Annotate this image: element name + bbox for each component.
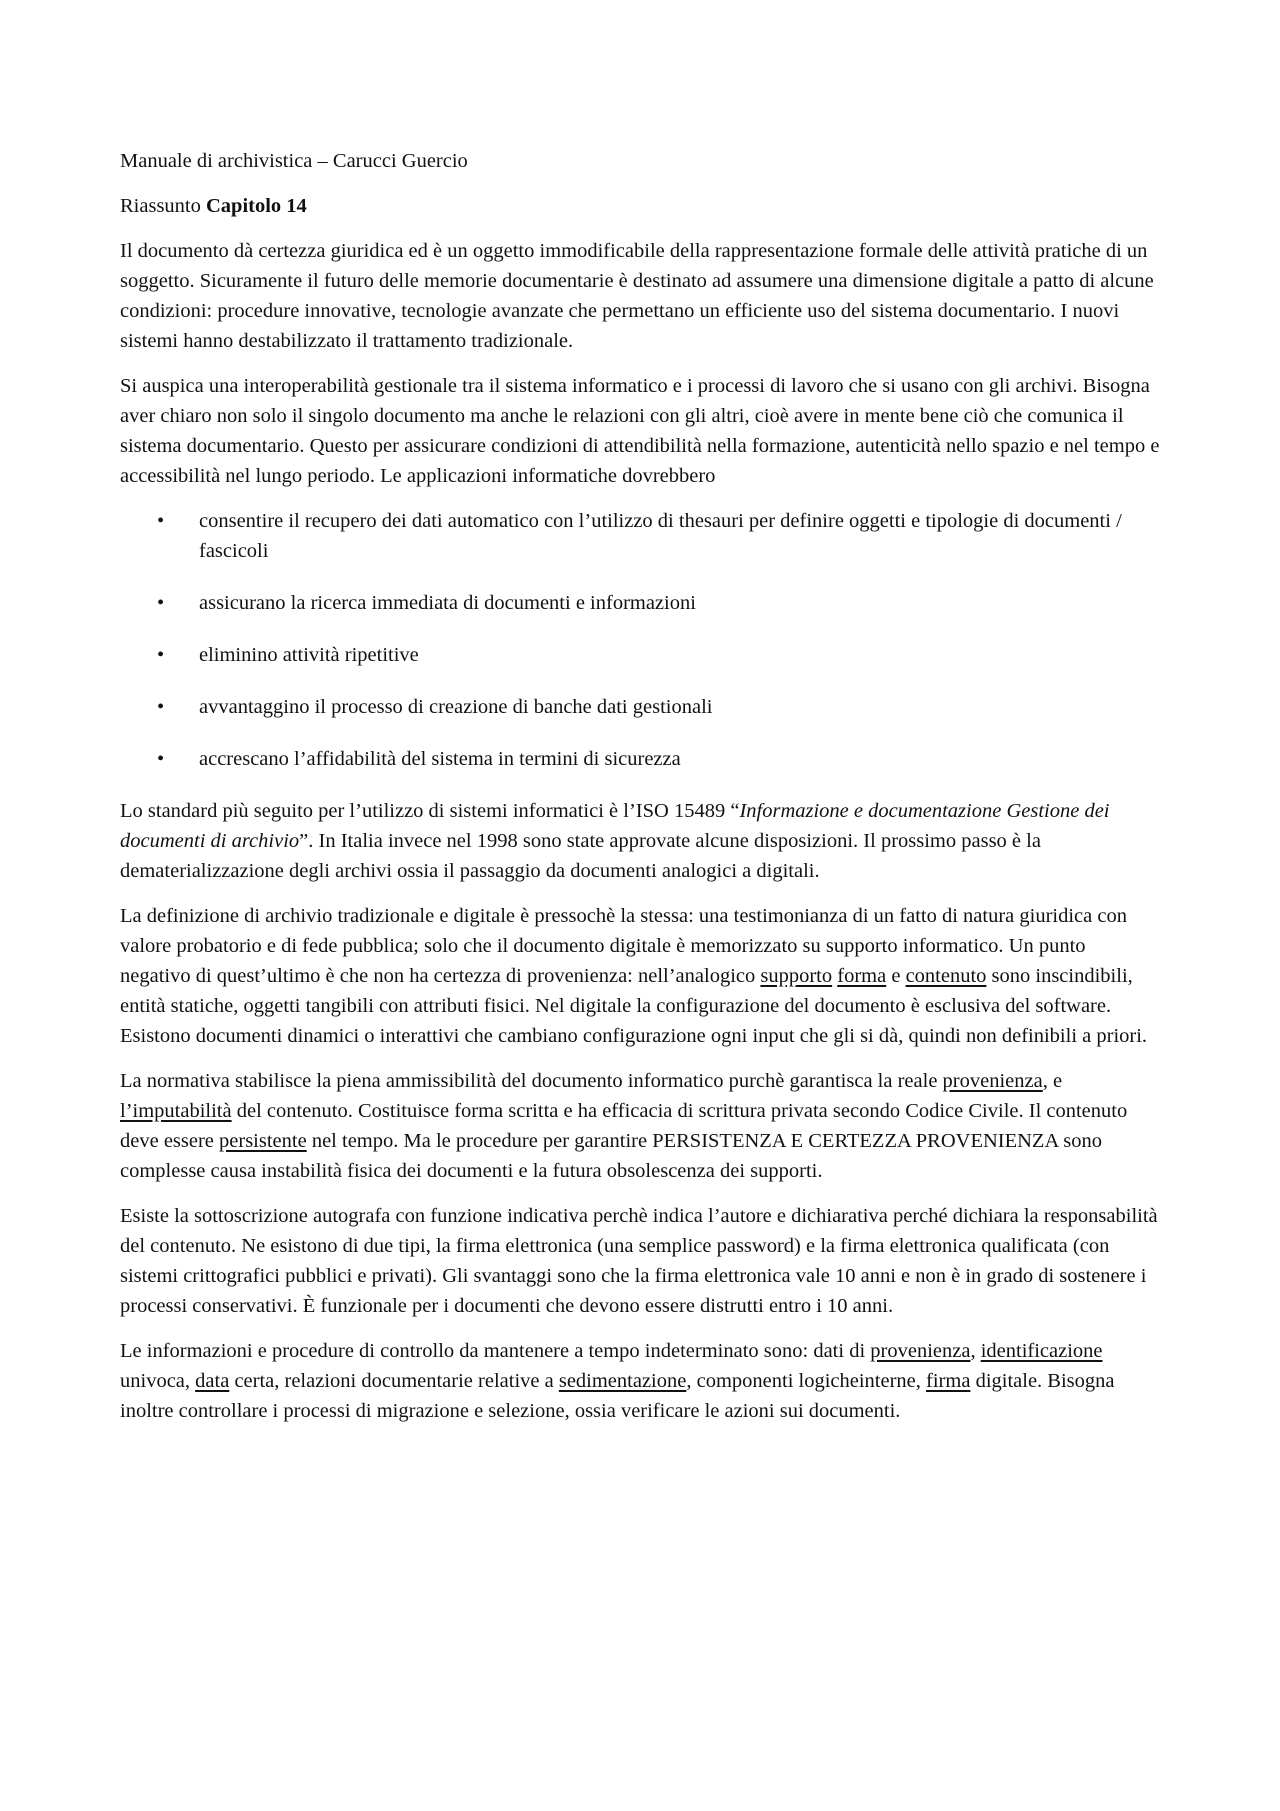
paragraph-4 xyxy=(120,901,1160,1051)
list-item-text: consentire il recupero dei dati automatico con l’utilizzo di thesauri per definire oggetti e tipologie di documenti / fascicoli xyxy=(199,510,1122,562)
bullet-icon: • xyxy=(157,510,165,532)
paragraph-1: Il documento dà certezza giuridica ed è un oggetto immodificabile della rappresentazione formale delle attività pratiche di un soggetto. Sicuramente il futuro delle memorie documentarie è destinato ad assumere una dimensione digitale a patto di alcune condizioni: procedure innovative, tecnologie avanzate che permettano un efficiente uso del sistema documentario. I nuovi sistemi hanno destabilizzato il trattamento tradizionale. xyxy=(120,240,1154,352)
bullet-icon: • xyxy=(157,696,165,718)
chapter-heading xyxy=(120,191,1160,221)
separator: univoca, xyxy=(120,1370,196,1392)
paragraph-3 xyxy=(120,796,1160,886)
list-item-text: accrescano l’affidabilità del sistema in termini di sicurezza xyxy=(199,748,681,770)
paragraph-4-text-a: La definizione di archivio tradizionale e digitale è pressochè la stessa: una testimonianza di un fatto di natura giuridica con valore probatorio e di fede pubblica; solo che il documento digitale è memorizzato su supporto informatico. Un punto negativo di quest’ultimo è che non ha certezza di provenienza: nell’analogico xyxy=(120,905,1127,987)
underlined-term-data: data xyxy=(195,1370,230,1392)
underlined-term-imputabilita: l’imputabilità xyxy=(120,1100,232,1122)
list-item-text: eliminino attività ripetitive xyxy=(199,644,419,666)
separator: , componenti logicheinterne, xyxy=(686,1370,927,1392)
underlined-term-forma: forma xyxy=(837,965,887,987)
list-item-text: avvantaggino il processo di creazione di banche dati gestionali xyxy=(199,696,713,718)
paragraph-5-text-a: La normativa stabilisce la piena ammissibilità del documento informatico purchè garantisca la reale xyxy=(120,1070,943,1092)
document-title: Manuale di archivistica – Carucci Guercio xyxy=(120,150,468,172)
paragraph-2: Si auspica una interoperabilità gestionale tra il sistema informatico e i processi di lavoro che si usano con gli archivi. Bisogna aver chiaro non solo il singolo documento ma anche le relazioni con gli altri, cioè avere in mente bene ciò che comunica il sistema documentario. Questo per assicurare condizioni di attendibilità nella formazione, autenticità nello spazio e nel tempo e accessibilità nel lungo periodo. Le applicazioni informatiche dovrebbero xyxy=(120,375,1160,487)
paragraph-5-text-c: nel tempo. Ma le procedure per garantire PERSISTENZA E CERTEZZA PROVENIENZA sono complesse causa instabilità fisica dei documenti e la futura obsolescenza dei supporti. xyxy=(120,1130,1102,1182)
iso-standard-title: Informazione e documentazione Gestione dei documenti di archivio xyxy=(120,800,1110,852)
underlined-term-supporto: supporto xyxy=(760,965,833,987)
list-item xyxy=(120,692,1160,722)
underlined-term-contenuto: contenuto xyxy=(905,965,987,987)
paragraph-7-text-b: digitale. Bisogna inoltre controllare i processi di migrazione e selezione, ossia verificare le azioni sui documenti. xyxy=(120,1370,1115,1422)
paragraph-3-text-a: Lo standard più seguito per l’utilizzo di sistemi informatici è l’ISO 15489 “ xyxy=(120,800,740,822)
separator: , xyxy=(970,1340,981,1362)
list-item xyxy=(120,744,1160,774)
paragraph-5 xyxy=(120,1066,1160,1186)
list-item-text: assicurano la ricerca immediata di documenti e informazioni xyxy=(199,592,696,614)
bullet-icon: • xyxy=(157,592,165,614)
underlined-term-identificazione: identificazione xyxy=(980,1340,1103,1362)
underlined-term-provenienza: provenienza xyxy=(870,1340,971,1362)
list-item xyxy=(120,640,1160,670)
underlined-term-firma: firma xyxy=(926,1370,971,1392)
bullet-icon: • xyxy=(157,644,165,666)
paragraph-7-text-a: Le informazioni e procedure di controllo da mantenere a tempo indeterminato sono: dati di xyxy=(120,1340,871,1362)
paragraph-4-text-b: sono inscindibili, entità statiche, oggetti tangibili con attributi fisici. Nel digitale la configurazione del documento è esclusiva del software. Esistono documenti dinamici o interattivi che cambiano configurazione ogni input che gli si dà, quindi non definibili a priori. xyxy=(120,965,1148,1047)
separator: e xyxy=(886,965,906,987)
list-item xyxy=(120,506,1160,566)
underlined-term-persistente: persistente xyxy=(219,1130,307,1152)
bullet-icon: • xyxy=(157,748,165,770)
list-item xyxy=(120,588,1160,618)
separator: , e xyxy=(1042,1070,1063,1092)
underlined-term-provenienza: provenienza xyxy=(942,1070,1043,1092)
paragraph-7 xyxy=(120,1336,1160,1426)
paragraph-5-text-b: del contenuto. Costituisce forma scritta e ha efficacia di scrittura privata secondo Codice Civile. Il contenuto deve essere xyxy=(120,1100,1128,1152)
underlined-term-sedimentazione: sedimentazione xyxy=(558,1370,687,1392)
chapter-heading-bold: Capitolo 14 xyxy=(206,195,307,217)
paragraph-3-text-c: ”. In Italia invece nel 1998 sono state approvate alcune disposizioni. Il prossimo passo è la dematerializzazione degli archivi ossia il passaggio da documenti analogici a digitali. xyxy=(120,830,1041,882)
separator: certa, relazioni documentarie relative a xyxy=(229,1370,559,1392)
bullet-list xyxy=(120,506,1160,774)
paragraph-6: Esiste la sottoscrizione autografa con funzione indicativa perchè indica l’autore e dichiarativa perché dichiara la responsabilità del contenuto. Ne esistono di due tipi, la firma elettronica (una semplice password) e la firma elettronica qualificata (con sistemi crittografici pubblici e privati). Gli svantaggi sono che la firma elettronica vale 10 anni e non è in grado di sostenere i processi conservativi. È funzionale per i documenti che devono essere distrutti entro i 10 anni. xyxy=(120,1205,1158,1317)
chapter-heading-prefix: Riassunto xyxy=(120,195,206,217)
